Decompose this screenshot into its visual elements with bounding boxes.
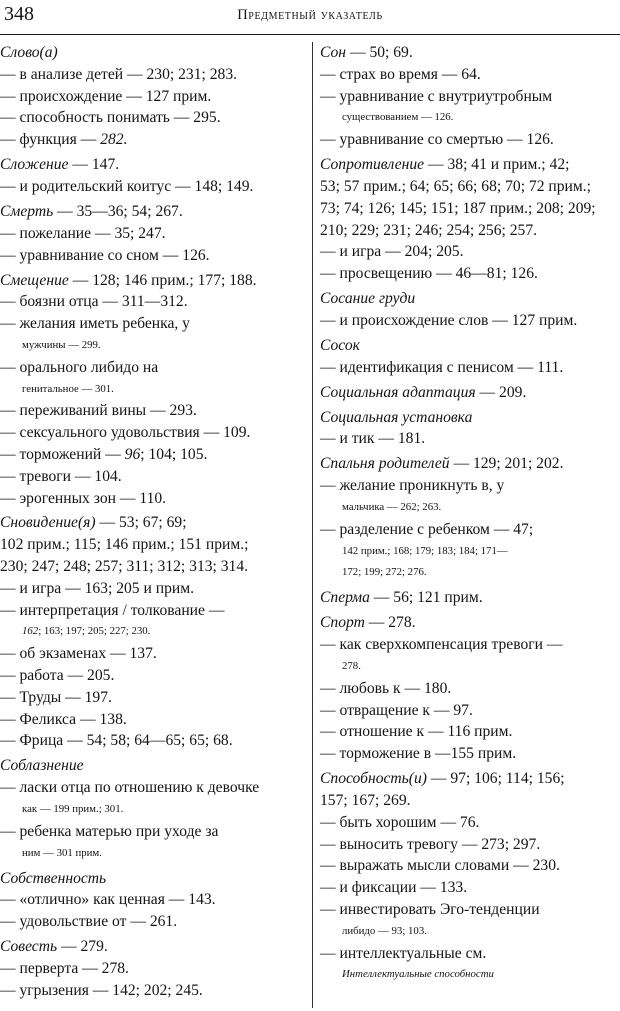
index-text: — и фиксации — 133. (320, 879, 468, 897)
index-text: — уравнивание с внутриутробным (320, 87, 553, 105)
index-subentry-line (0, 313, 306, 335)
index-text: — сексуального удовольствия — 109. (0, 424, 251, 442)
index-subentry-line (320, 743, 620, 765)
index-subentry-line (0, 687, 306, 709)
index-headword-line (0, 154, 306, 176)
index-subentry-line (0, 709, 306, 731)
index-headword-line (320, 453, 620, 475)
index-text: — идентификация с пенисом — 111. (320, 358, 564, 376)
index-term: Соблазнение (0, 757, 84, 775)
index-subentry-line (0, 911, 306, 933)
index-entry (320, 453, 620, 584)
index-headword-line (320, 154, 620, 176)
index-text: — тревоги — 104. (0, 467, 122, 485)
index-text: 278. (342, 660, 361, 673)
index-subentry-line (320, 812, 620, 834)
index-entry (0, 154, 306, 198)
index-page-refs: — 38; 41 и прим.; 42; (424, 156, 570, 174)
index-subentry-line (0, 843, 306, 865)
index-subentry-line (320, 721, 620, 743)
index-subentry-line (320, 877, 620, 899)
index-headword-line (320, 382, 620, 404)
index-text: либидо — 93; 103. (342, 924, 427, 937)
index-subentry-line (320, 700, 620, 722)
index-text: — как сверхкомпенсация тревоги — (320, 636, 563, 654)
index-subentry-line (320, 310, 620, 332)
index-subentry-line (0, 400, 306, 422)
index-headword-line (0, 201, 306, 223)
index-text: — работа — 205. (0, 667, 115, 685)
page-number: 348 (4, 3, 34, 25)
index-text: — уравнивание со смертью — 126. (320, 131, 554, 149)
index-entry (320, 768, 620, 986)
index-subentry-line (320, 943, 620, 965)
index-page-refs: — 278. (364, 614, 416, 632)
index-subentry-line (0, 444, 306, 466)
index-text: — пожелание — 35; 247. (0, 224, 166, 242)
index-text: — ласки отца по отношению к девочке (0, 779, 260, 797)
column-divider (312, 42, 313, 1008)
index-italic-ref: 282. (100, 131, 128, 149)
index-text: — уравнивание со сном — 126. (0, 246, 210, 264)
index-headword-line (320, 587, 620, 609)
index-subentry-line (0, 730, 306, 752)
index-text: генитальное — 301. (22, 382, 114, 395)
index-entry (320, 612, 620, 765)
index-subentry-line (0, 291, 306, 313)
header-rule (0, 34, 620, 35)
index-page-refs: — 53; 67; 69; (95, 514, 187, 532)
index-text: 73; 74; 126; 145; 151; 187 прим.; 208; 209; (320, 199, 596, 217)
index-headword-line (0, 42, 306, 64)
index-subentry-line (0, 600, 306, 622)
index-subentry-line (320, 497, 620, 519)
index-text: — боязни отца — 311—312. (0, 293, 188, 311)
index-subentry-line (320, 357, 620, 379)
index-subentry-line (320, 634, 620, 656)
index-page-refs: — 209. (475, 383, 527, 401)
index-subentry-line (0, 64, 306, 86)
index-term: Социальная установка (320, 408, 473, 426)
index-text: существованием — 126. (342, 111, 454, 124)
index-term: Сновидение(я) (0, 514, 96, 532)
index-text: — перверта — 278. (0, 959, 129, 977)
index-term: Сложение (0, 156, 69, 174)
index-subentry-line (320, 678, 620, 700)
index-subentry-line (320, 562, 620, 584)
index-headword-line (0, 512, 306, 534)
index-text: — «отлично» как ценная — 143. (0, 891, 216, 909)
index-italic-ref: 96 (124, 445, 141, 463)
index-subentry-line (0, 643, 306, 665)
index-subentry-line (320, 964, 620, 986)
index-text: — об экзаменах — 137. (0, 645, 157, 663)
index-subentry-line (0, 534, 306, 556)
index-text: — происхождение — 127 прим. (0, 87, 212, 105)
index-text: — в анализе детей — 230; 231; 283. (0, 65, 238, 83)
index-subentry-line (320, 921, 620, 943)
index-text: — переживаний вины — 293. (0, 402, 197, 420)
index-text: — желания иметь ребенка, у (0, 315, 190, 333)
index-subentry-line (320, 834, 620, 856)
index-text: — страх во время — 64. (320, 65, 481, 83)
index-page-refs: — 56; 121 прим. (369, 589, 483, 607)
index-subentry-line (0, 958, 306, 980)
index-headword-line (320, 612, 620, 634)
index-subentry-line (0, 466, 306, 488)
index-headword-line (320, 407, 620, 429)
index-subentry-line (320, 220, 620, 242)
index-text: — быть хорошим — 76. (320, 813, 480, 831)
index-entry (320, 382, 620, 404)
index-text: — интерпретация / толкование — (0, 601, 225, 619)
index-text: — и игра — 204; 205. (320, 243, 464, 261)
index-subentry-line (320, 428, 620, 450)
index-text: — и игра — 163; 205 и прим. (0, 579, 194, 597)
index-text: — удовольствие от — 261. (0, 913, 178, 931)
index-subentry-line (320, 86, 620, 108)
index-subentry-line (0, 889, 306, 911)
index-text: 102 прим.; 115; 146 прим.; 151 прим.; (0, 536, 249, 554)
index-term: Социальная адаптация (320, 383, 476, 401)
index-subentry-line (320, 790, 620, 812)
index-subentry-line (0, 176, 306, 198)
index-subentry-line (320, 475, 620, 497)
index-text: — желание проникнуть в, у (320, 477, 505, 495)
index-term: Сперма (320, 589, 370, 607)
index-text: — эрогенных зон — 110. (0, 489, 167, 507)
index-subentry-line (0, 107, 306, 129)
index-entry (0, 201, 306, 266)
index-text: — торможений — (0, 445, 125, 463)
index-text: ним — 301 прим. (22, 846, 102, 859)
index-page-refs: — 279. (57, 938, 108, 956)
index-headword-line (0, 755, 306, 777)
index-subentry-line (0, 821, 306, 843)
index-subentry-line (320, 541, 620, 563)
index-entry (0, 936, 306, 1001)
index-term: Смещение (0, 271, 69, 289)
index-text: — интеллектуальные см. (320, 944, 487, 962)
index-text: 172; 199; 272; 276. (342, 566, 427, 579)
index-text: 210; 229; 231; 246; 254; 256; 257. (320, 221, 538, 239)
index-term: Совесть (0, 938, 58, 956)
index-term: Сосок (320, 336, 360, 354)
index-entry (320, 587, 620, 609)
index-text: 157; 167; 269. (320, 791, 411, 809)
index-text: мужчины — 299. (22, 338, 101, 351)
index-term: Смерть (0, 202, 54, 220)
index-subentry-line (0, 799, 306, 821)
index-subentry-line (320, 176, 620, 198)
index-text: — угрызения — 142; 202; 245. (0, 981, 203, 999)
index-term: Сон (320, 44, 347, 61)
index-entry (0, 42, 306, 151)
index-page-refs: — 129; 201; 202. (449, 455, 564, 473)
index-entry (320, 42, 620, 151)
index-subentry-line (0, 578, 306, 600)
index-page-refs: ; 104; 105. (140, 445, 208, 463)
index-italic-ref: 162 (22, 625, 39, 638)
index-subentry-line (0, 980, 306, 1002)
index-column-right (320, 42, 620, 989)
index-entry (320, 288, 620, 332)
index-text: — инвестировать Эго-тенденции (320, 900, 540, 918)
index-text: — и тик — 181. (320, 430, 426, 448)
index-term: Собственность (0, 869, 107, 887)
index-headword-line (0, 868, 306, 890)
index-subentry-line (0, 665, 306, 687)
index-text: 53; 57 прим.; 64; 65; 66; 68; 70; 72 прим.; (320, 177, 592, 195)
index-term: Способность(и) (320, 770, 427, 788)
index-headword-line (0, 936, 306, 958)
index-text: — Труды — 197. (0, 688, 112, 706)
index-page-refs: — 35—36; 54; 267. (53, 202, 183, 220)
index-subentry-line (0, 777, 306, 799)
index-headword-line (0, 270, 306, 292)
index-text: — и происхождение слов — 127 прим. (320, 311, 578, 329)
index-entry (320, 407, 620, 451)
index-entry (0, 512, 306, 752)
index-subentry-line (320, 263, 620, 285)
index-term: Сопротивление (320, 156, 425, 174)
index-subentry-line (0, 488, 306, 510)
index-term: Спорт (320, 614, 365, 632)
index-subentry-line (320, 519, 620, 541)
index-subentry-line (0, 223, 306, 245)
index-page-refs: — 50; 69. (346, 44, 413, 61)
index-entry (320, 335, 620, 379)
index-text: — отношение к — 116 прим. (320, 723, 513, 741)
index-subentry-line (0, 379, 306, 401)
index-text: — выносить тревогу — 273; 297. (320, 835, 541, 853)
index-entry (0, 755, 306, 864)
index-term: Слово(а) (0, 44, 58, 61)
index-entry (0, 270, 306, 510)
index-text: — любовь к — 180. (320, 679, 452, 697)
index-subentry-line (320, 64, 620, 86)
index-text: как — 199 прим.; 301. (22, 803, 124, 816)
index-subentry-line (320, 899, 620, 921)
index-entry (320, 154, 620, 285)
index-subentry-line (320, 198, 620, 220)
index-text: — Фрица — 54; 58; 64—65; 65; 68. (0, 732, 233, 750)
index-text: 230; 247; 248; 257; 311; 312; 313; 314. (0, 558, 249, 576)
index-entry (0, 868, 306, 933)
index-headword-line (320, 335, 620, 357)
index-page-refs: — 128; 146 прим.; 177; 188. (68, 271, 257, 289)
index-text: — Феликса — 138. (0, 710, 127, 728)
index-subentry-line (0, 86, 306, 108)
index-text: — разделение с ребенком — 47; (320, 520, 534, 538)
index-page-refs: — 147. (68, 156, 120, 174)
index-text: — отвращение к — 97. (320, 701, 473, 719)
index-subentry-line (0, 335, 306, 357)
index-text: — способность понимать — 295. (0, 109, 221, 127)
index-subentry-line (0, 129, 306, 151)
index-text: — выражать мысли словами — 230. (320, 857, 560, 875)
index-subentry-line (0, 357, 306, 379)
index-text: мальчика — 262; 263. (342, 501, 442, 514)
index-term: Сосание груди (320, 290, 416, 308)
index-page-refs: — 97; 106; 114; 156; (426, 770, 565, 788)
index-text: — орального либидо на (0, 358, 159, 376)
index-italic-ref: Интеллектуальные способности (342, 968, 494, 981)
index-subentry-line (0, 245, 306, 267)
index-headword-line (320, 768, 620, 790)
index-text: — просвещению — 46—81; 126. (320, 265, 538, 283)
index-page-refs: ; 163; 197; 205; 227; 230. (38, 625, 151, 638)
running-head: Предметный указатель (237, 7, 383, 23)
index-subentry-line (0, 422, 306, 444)
index-subentry-line (320, 107, 620, 129)
index-text: — торможение в —155 прим. (320, 745, 517, 763)
index-subentry-line (320, 241, 620, 263)
index-term: Спальня родителей (320, 455, 450, 473)
index-column-left (0, 42, 306, 1005)
index-subentry-line (320, 855, 620, 877)
index-headword-line (320, 288, 620, 310)
index-text: — функция — (0, 131, 101, 149)
index-text: 142 прим.; 168; 179; 183; 184; 171— (342, 544, 508, 557)
index-subentry-line (320, 656, 620, 678)
index-headword-line (320, 42, 620, 64)
index-subentry-line (320, 129, 620, 151)
index-text: — ребенка матерью при уходе за (0, 822, 219, 840)
index-subentry-line (0, 621, 306, 643)
index-subentry-line (0, 556, 306, 578)
index-text: — и родительский коитус — 148; 149. (0, 177, 254, 195)
